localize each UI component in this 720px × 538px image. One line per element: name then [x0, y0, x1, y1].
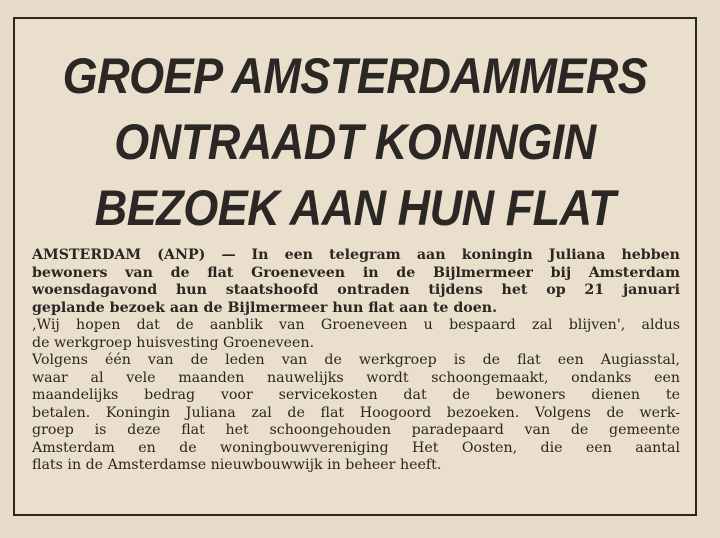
article-line	[32, 247, 680, 265]
article-line: de werkgroep huisvesting Groeneveen.	[32, 334, 315, 351]
newspaper-clipping	[13, 17, 697, 516]
article-line: geplande bezoek aan de Bijlmermeer hun flat aan te doen.	[32, 299, 498, 316]
article-line: bewoners van de flat Groeneveen in de Bijlmermeer bij Amsterdam	[32, 264, 680, 281]
article-line: groep is deze flat het schoongehouden paradepaard van de gemeente	[32, 422, 680, 438]
dateline: AMSTERDAM (ANP) —	[32, 247, 236, 263]
article-line: ‚Wij hopen dat de aanblik van Groeneveen u bespaard zal blijven', aldus	[32, 317, 680, 333]
article-line: waar al vele maanden nauwelijks wordt schoongemaakt, ondanks een	[32, 369, 680, 386]
article-body	[32, 247, 680, 475]
headline-line-2: ONTRAADT KONINGIN	[114, 112, 596, 170]
article-line: woensdagavond hun staatshoofd ontraden tijdens het op 21 januari	[32, 282, 680, 298]
lead-text: In een telegram aan koningin Juliana hebben	[251, 247, 680, 263]
article-line: maandelijks bedrag voor servicekosten dat de bewoners dienen te	[32, 387, 680, 403]
article-line: Volgens één van de leden van de werkgroep is de flat een Augiasstal,	[32, 352, 680, 368]
article-line: betalen. Koningin Juliana zal de flat Hoogoord bezoeken. Volgens de werk-	[32, 404, 680, 421]
headline	[15, 43, 695, 241]
headline-line-3: BEZOEK AAN HUN FLAT	[94, 178, 616, 236]
article-line: Amsterdam en de woningbouwvereniging Het Oosten, die een aantal	[32, 439, 680, 456]
article-line: flats in de Amsterdamse nieuwbouwwijk in beheer heeft.	[32, 457, 442, 473]
headline-line-1: GROEP AMSTERDAMMERS	[62, 46, 648, 104]
